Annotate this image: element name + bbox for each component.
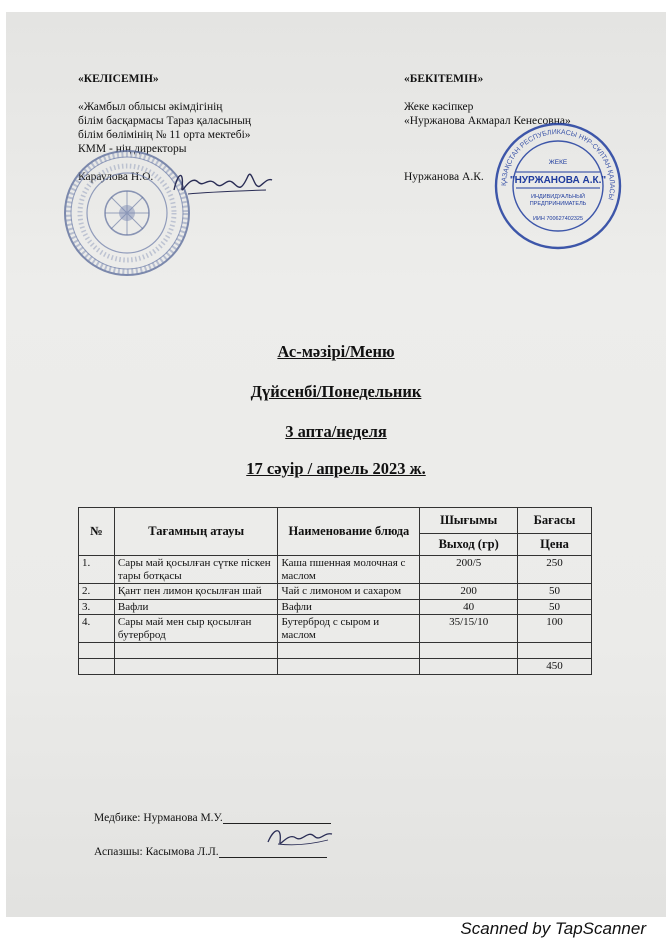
signature-line xyxy=(219,857,327,858)
cook-signature xyxy=(264,822,336,852)
row-dish-ru: Каша пшенная молочная с маслом xyxy=(278,556,420,584)
row-output: 200 xyxy=(420,584,518,600)
left-signer: Караулова Н.О. xyxy=(78,171,154,183)
left-org-line: КММ - нің директоры xyxy=(78,143,187,155)
row-dish-kz: Сары май мен сыр қосылған бутерброд xyxy=(114,615,278,643)
header-output-ru: Выход (гр) xyxy=(420,534,518,556)
director-signature xyxy=(168,164,276,202)
title-date: 17 сәуір / апрель 2023 ж. xyxy=(246,459,426,478)
stamp-ring-text: ҚАЗАҚСТАН РЕСПУБЛИКАСЫ НҰР-СҰЛТАН ҚАЛАСЫ xyxy=(500,128,616,201)
header-price-ru: Цена xyxy=(518,534,592,556)
row-price: 250 xyxy=(518,556,592,584)
nurse-label: Медбике: Нурманова М.У. xyxy=(94,812,223,824)
table-row xyxy=(79,584,592,600)
header-output-kz: Шығымы xyxy=(420,508,518,534)
row-num: 4. xyxy=(79,615,115,643)
row-num: 3. xyxy=(79,599,115,615)
table-row xyxy=(79,599,592,615)
cook-label: Аспазшы: Касымова Л.Л. xyxy=(94,846,219,858)
row-dish-ru: Чай с лимоном и сахаром xyxy=(278,584,420,600)
header-num: № xyxy=(79,508,115,556)
document-page xyxy=(6,12,666,917)
row-output: 40 xyxy=(420,599,518,615)
row-num: 2. xyxy=(79,584,115,600)
right-heading: «БЕКІТЕМІН» xyxy=(404,73,484,85)
left-org-line: білім бөлімінің № 11 орта мектебі» xyxy=(78,129,251,141)
header-price-kz: Бағасы xyxy=(518,508,592,534)
right-org-line: Жеке кәсіпкер xyxy=(404,101,474,113)
entrepreneur-stamp xyxy=(492,120,624,252)
row-dish-ru: Бутерброд с сыром и маслом xyxy=(278,615,420,643)
row-dish-kz: Вафли xyxy=(114,599,278,615)
left-heading: «КЕЛІСЕМІН» xyxy=(78,73,159,85)
row-output: 35/15/10 xyxy=(420,615,518,643)
left-org-line: «Жамбыл облысы әкімдігінің xyxy=(78,101,223,113)
stamp-top-text: ЖЕКЕ xyxy=(548,159,568,166)
row-output: 200/5 xyxy=(420,556,518,584)
row-price: 50 xyxy=(518,599,592,615)
stamp-middle-line: ПРЕДПРИНИМАТЕЛЬ xyxy=(529,201,587,207)
table-row xyxy=(79,615,592,643)
title-day: Дүйсенбі/Понедельник xyxy=(250,382,422,401)
table-empty-row xyxy=(79,643,592,659)
table-header-row xyxy=(79,508,592,534)
menu-table xyxy=(78,507,592,675)
row-price: 50 xyxy=(518,584,592,600)
header-name-ru: Наименование блюда xyxy=(278,508,420,556)
right-org-line: «Нуржанова Акмарал Кенесовна» xyxy=(404,115,571,127)
table-row xyxy=(79,556,592,584)
row-dish-kz: Қант пен лимон қосылған шай xyxy=(114,584,278,600)
row-dish-kz: Сары май қосылған сүтке піскен тары ботқасы xyxy=(114,556,278,584)
stamp-middle-line: ИНДИВИДУАЛЬНЫЙ xyxy=(531,194,585,200)
total-price: 450 xyxy=(518,659,592,675)
stamp-iin: ИИН 700627402325 xyxy=(532,216,584,222)
title-week: 3 апта/неделя xyxy=(285,422,387,441)
row-num: 1. xyxy=(79,556,115,584)
stamp-name: "НУРЖАНОВА А.К." xyxy=(509,175,607,186)
row-dish-ru: Вафли xyxy=(278,599,420,615)
table-total-row xyxy=(79,659,592,675)
header-name-kz: Тағамның атауы xyxy=(114,508,278,556)
title-menu: Ас-мәзірі/Меню xyxy=(277,342,395,361)
scanner-watermark: Scanned by TapScanner xyxy=(460,919,646,938)
row-price: 100 xyxy=(518,615,592,643)
right-signer: Нуржанова А.К. xyxy=(404,171,484,183)
left-org-line: білім басқармасы Тараз қаласының xyxy=(78,115,252,127)
